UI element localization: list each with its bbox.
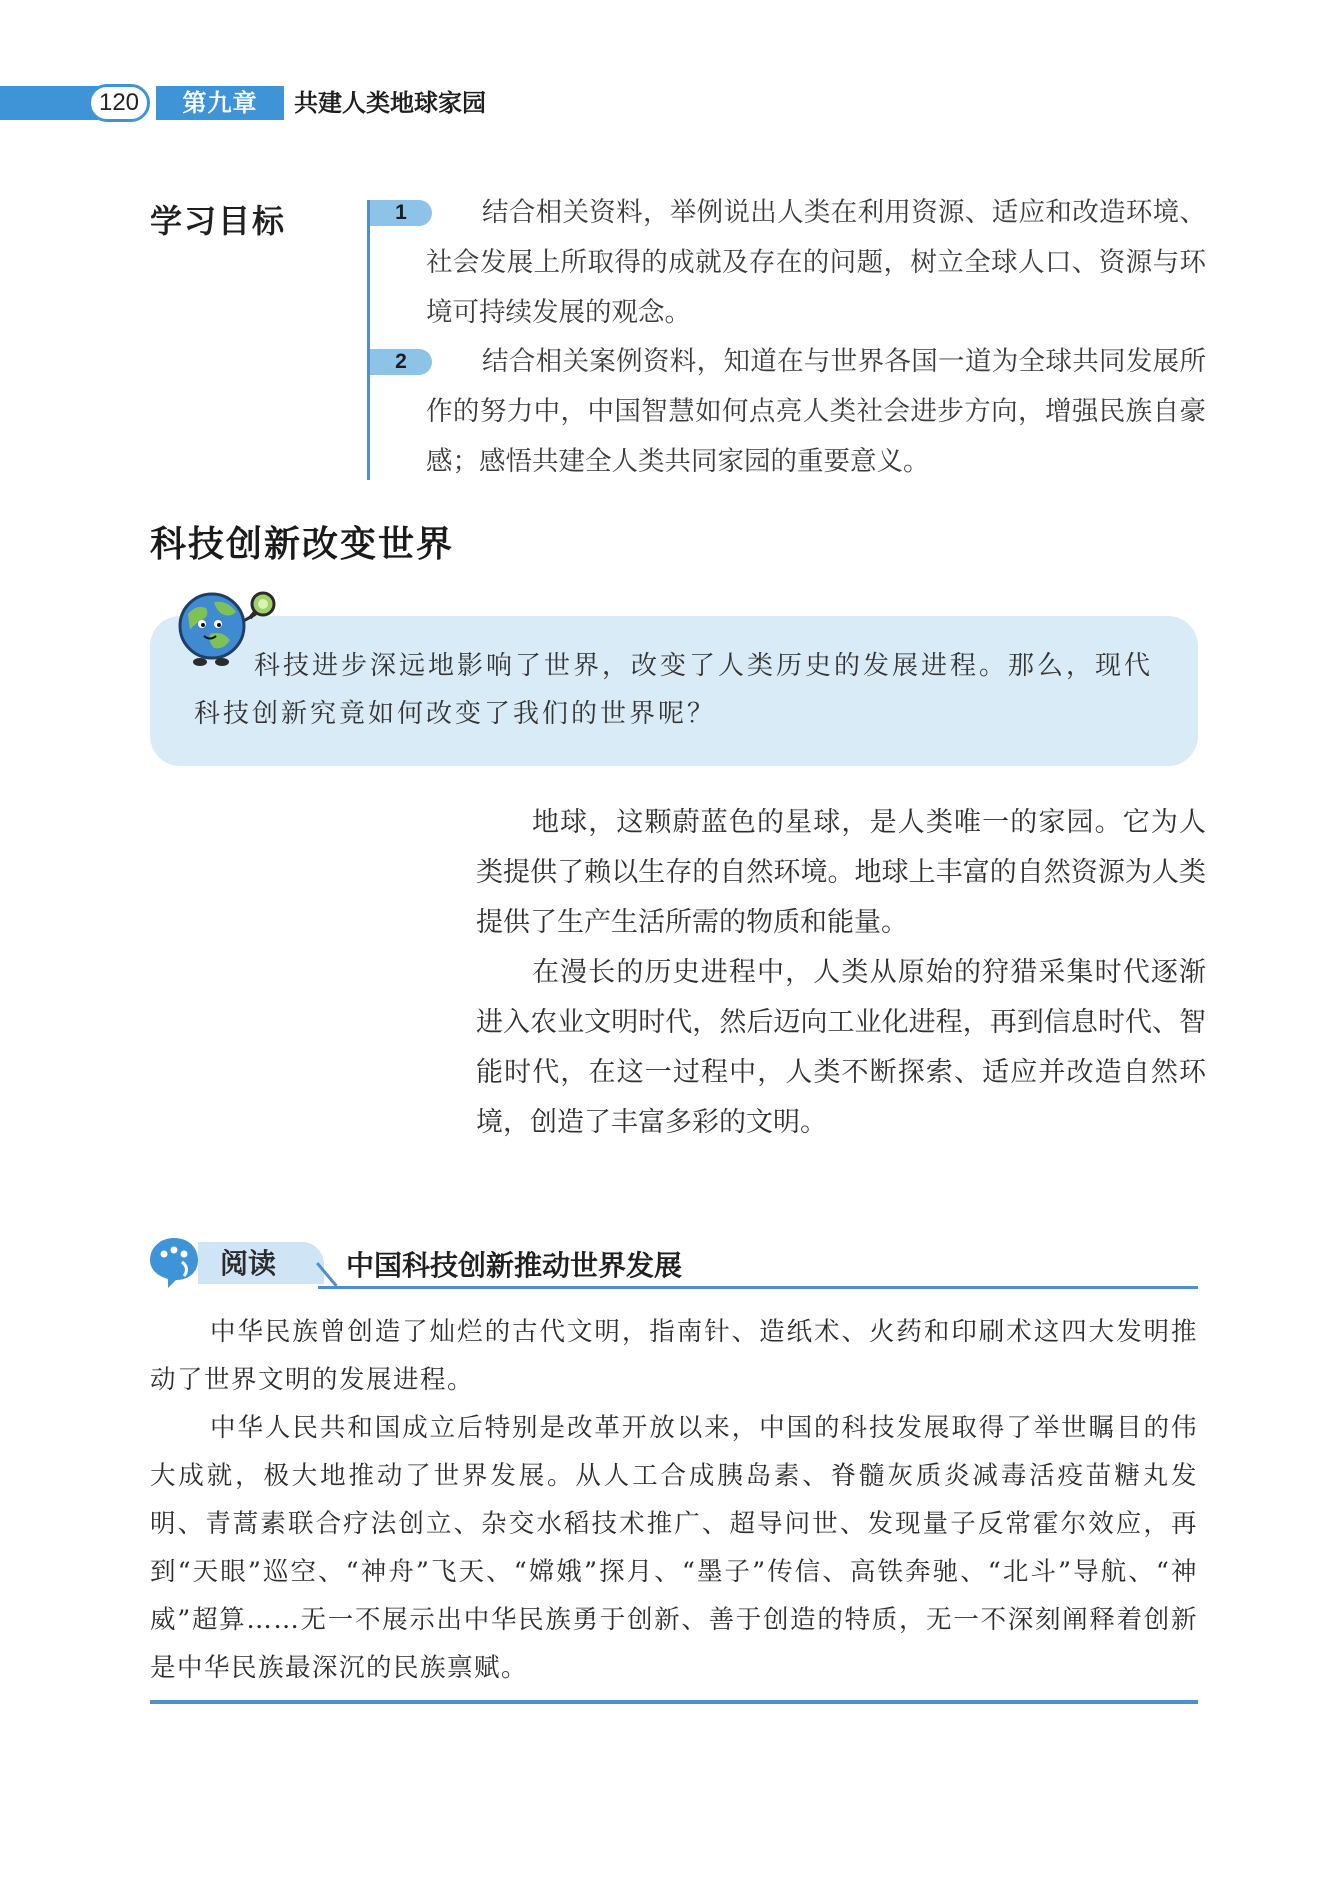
objective-1-text: 结合相关资料，举例说出人类在利用资源、适应和改造环境、社会发展上所取得的成就及存在的问题，树立全球人口、资源与环境可持续发展的观念。 — [426, 197, 1206, 328]
reading-paragraph-2: 中华人民共和国成立后特别是改革开放以来，中国的科技发展取得了举世瞩目的伟大成就，极大地推动了世界发展。从人工合成胰岛素、脊髓灰质炎减毒活疫苗糖丸发明、青蒿素联合疗法创立、杂交水稻技术推广、超导问世、发现量子反常霍尔效应，再到“天眼”巡空、“神舟”飞天、“嫦娥”探月、“墨子”传信、高铁奔驰、“北斗”导航、“神威”超算……无一不展示出中华民族勇于创新、善于创造的特质，无一不深刻阐释着创新是中华民族最深沉的民族禀赋。 — [150, 1413, 1198, 1683]
reading-bubble-icon — [146, 1234, 202, 1290]
objectives-rule — [367, 200, 370, 480]
chapter-label: 第九章 — [156, 86, 284, 120]
chapter-title: 共建人类地球家园 — [294, 88, 486, 117]
reading-label: 阅读 — [220, 1247, 277, 1280]
objective-1-badge: 1 — [370, 200, 432, 226]
body-paragraph-1: 地球，这颗蔚蓝色的星球，是人类唯一的家园。它为人类提供了赖以生存的自然环境。地球上丰富的自然资源为人类提供了生产生活所需的物质和能量。 — [476, 807, 1206, 938]
objective-2-badge: 2 — [370, 349, 432, 375]
reading-top-rule — [318, 1286, 1198, 1289]
reading-bottom-rule — [150, 1700, 1198, 1704]
body-paragraph-2: 在漫长的历史进程中，人类从原始的狩猎采集时代逐渐进入农业文明时代，然后迈向工业化进程，再到信息时代、智能时代，在这一过程中，人类不断探索、适应并改造自然环境，创造了丰富多彩的文明。 — [476, 957, 1206, 1138]
objective-2-text: 结合相关案例资料，知道在与世界各国一道为全球共同发展所作的努力中，中国智慧如何点亮人类社会进步方向，增强民族自豪感；感悟共建全人类共同家园的重要意义。 — [426, 346, 1206, 477]
reading-title: 中国科技创新推动世界发展 — [346, 1249, 683, 1282]
page-number: 120 — [88, 84, 150, 122]
section-heading: 科技创新改变世界 — [150, 524, 455, 565]
reading-paragraph-1: 中华民族曾创造了灿烂的古代文明，指南针、造纸术、火药和印刷术这四大发明推动了世界文明的发展进程。 — [150, 1317, 1198, 1395]
header-accent-band — [0, 86, 98, 120]
question-text: 科技进步深远地影响了世界，改变了人类历史的发展进程。那么，现代科技创新究竟如何改变了我们的世界呢？ — [194, 651, 1154, 729]
earth-mascot-icon — [170, 584, 282, 668]
objectives-heading: 学习目标 — [150, 202, 287, 240]
